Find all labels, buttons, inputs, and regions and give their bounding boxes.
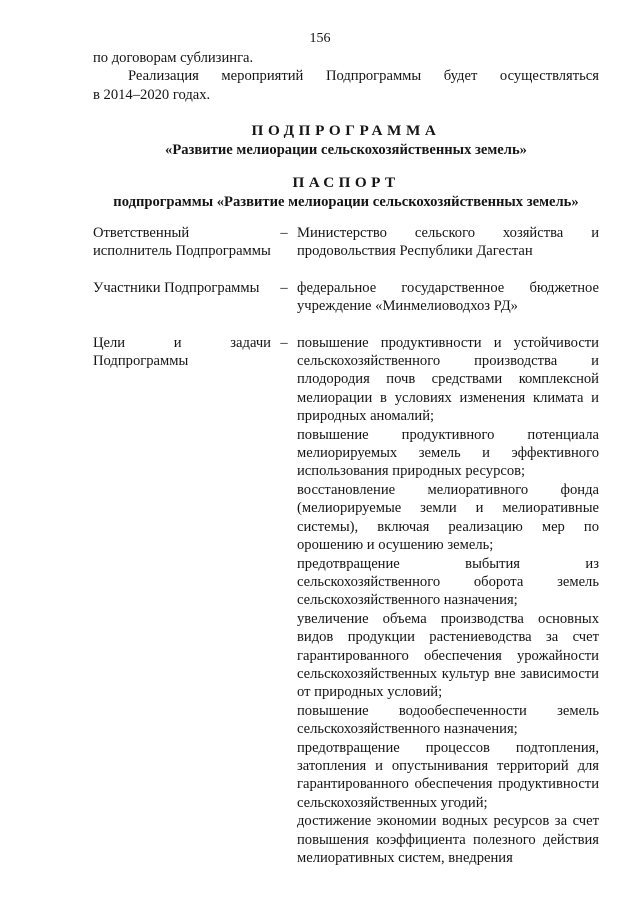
page-number: 156	[309, 31, 331, 46]
goal-item: предотвращение выбытия из сельскохозяйственного оборота земель сельскохозяйственного назначения;	[297, 555, 599, 609]
goal-item: повышение продуктивного потенциала мелиорируемых земель и эффективного использования природных ресурсов;	[297, 426, 599, 480]
goal-item: предотвращение процессов подтопления, затопления и опустынивания территорий для гарантированного обеспечения продуктивности сельскохозяйственных угодий;	[297, 739, 599, 811]
intro-text	[93, 49, 599, 104]
goal-item: восстановление мелиоративного фонда (мелиорируемые земли и мелиоративные системы), включая реализацию мер по орошению и осушению земель;	[297, 481, 599, 554]
passport-name: подпрограммы «Развитие мелиорации сельскохозяйственных земель»	[113, 194, 579, 210]
passport-row-label: Цели и задачи Подпрограммы	[93, 334, 271, 370]
intro-line: по договорам сублизинга.	[93, 50, 254, 66]
passport-row-label: Участники Подпрограммы	[93, 279, 260, 296]
passport-row-goals	[93, 334, 599, 868]
passport-row-participants	[93, 279, 599, 316]
subprogram-title: ПОДПРОГРАММА	[251, 122, 441, 139]
goal-item: увеличение объема производства основных видов продукции растениеводства за счет гарантированного обеспечения урожайности сельскохозяйственных культур вне зависимости от природных условий;	[297, 610, 599, 701]
passport-row-value: Министерство сельского хозяйства и продовольствия Республики Дагестан	[297, 225, 599, 260]
passport-title: ПАСПОРТ	[292, 174, 400, 191]
passport-row-executor	[93, 224, 599, 261]
passport-row-value: федеральное государственное бюджетное учреждение «Минмелиоводхоз РД»	[297, 279, 599, 315]
passport-table	[93, 224, 599, 867]
goals-list	[297, 334, 599, 868]
passport-row-label: Ответственный исполнитель Подпрограммы	[93, 225, 271, 260]
subprogram-name: «Развитие мелиорации сельскохозяйственных земель»	[165, 142, 527, 158]
goal-item: достижение экономии водных ресурсов за счет повышения коэффициента полезного действия мелиоративных систем, внедрения	[297, 813, 599, 866]
goal-item: повышение водообеспеченности земель сельскохозяйственного назначения;	[297, 702, 599, 738]
dash-separator: –	[280, 334, 288, 351]
implementation-paragraph-line2: в 2014–2020 годах.	[93, 86, 211, 103]
dash-separator: –	[280, 225, 288, 241]
dash-separator: –	[280, 279, 288, 296]
goal-item: повышение продуктивности и устойчивости сельскохозяйственного производства и плодородия почв средствами комплексной мелиорации в условиях изменения климата и природных аномалий;	[297, 334, 599, 425]
implementation-paragraph-line1: Реализация мероприятий Подпрограммы будет осуществляться	[128, 68, 599, 85]
